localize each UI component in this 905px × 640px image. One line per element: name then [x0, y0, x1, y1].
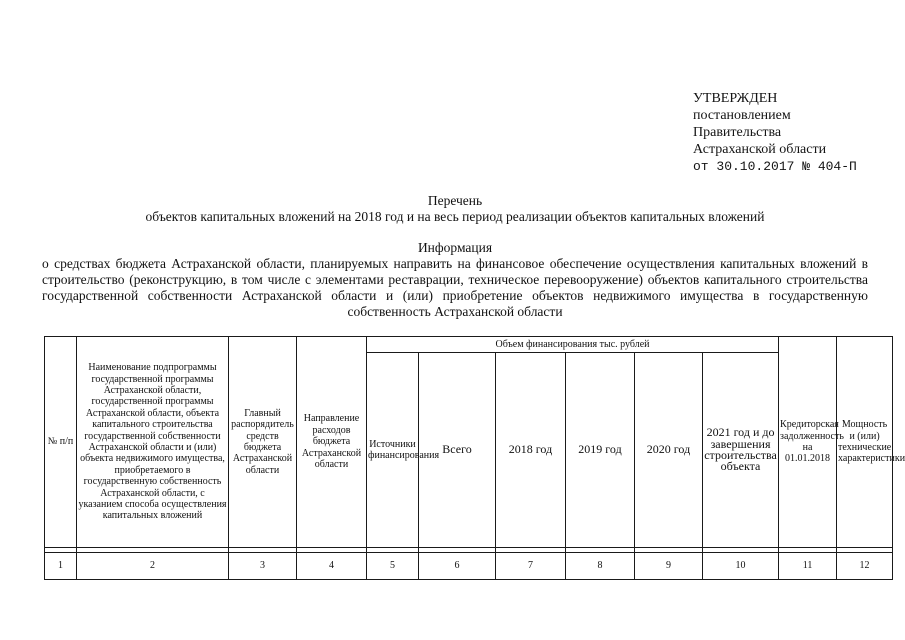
info-section: [40, 240, 870, 320]
header-col-9: 2020 год: [635, 353, 703, 548]
header-col-7: 2018 год: [496, 353, 566, 548]
column-number-cell: 10: [703, 553, 779, 580]
info-body: о средствах бюджета Астраханской области, планируемых направить на финансовое обеспечение осуществления капитальных вложений в строительство (реконструкцию, в том числе с элементами реставрации, техническое перевооружение) объектов капитального строительства государственной собственности Астраханской области и (или) приобретение объектов недвижимого имущества в государственную собственность Астраханской области: [42, 256, 868, 319]
column-number-cell: 4: [297, 553, 367, 580]
approval-line-4: Астраханской области: [693, 142, 827, 157]
approval-title: УТВЕРЖДЕН: [693, 91, 778, 106]
header-col-11: Кредиторская задолженность на 01.01.2018: [779, 337, 837, 548]
title-heading: Перечень: [427, 193, 483, 208]
header-col-2: Наименование подпрограммы государственной программы Астраханской области, государственной программы Астраханской области, объекта капитального строительства государственной собственности Астраханской области и (или) объекта недвижимого имущества, приобретаемого в государственную собственность Астраханской области, с указанием способа осуществления капитальных вложений: [77, 337, 229, 548]
approval-date-number: от 30.10.2017 № 404-П: [693, 159, 857, 174]
column-number-cell: 12: [837, 553, 893, 580]
header-financing-group: Объем финансирования тыс. рублей: [367, 337, 779, 353]
approval-line-2: постановлением: [693, 108, 791, 123]
column-number-cell: 2: [77, 553, 229, 580]
column-number-cell: 3: [229, 553, 297, 580]
info-heading: Информация: [417, 240, 493, 255]
header-col-12: Мощность и (или) технические характеристики: [837, 337, 893, 548]
column-number-cell: 7: [496, 553, 566, 580]
header-col-6: Всего: [419, 353, 496, 548]
capital-investments-table: [44, 336, 905, 580]
header-row-main: [45, 337, 893, 353]
title-subheading: объектов капитальных вложений на 2018 год и на весь период реализации объектов капитальных вложений: [145, 209, 765, 224]
header-col-5: Источники финансирования: [367, 353, 419, 548]
document-title: [40, 193, 870, 225]
header-col-1: № п/п: [45, 337, 77, 548]
header-col-4: Направление расходов бюджета Астраханской области: [297, 337, 367, 548]
header-col-8: 2019 год: [566, 353, 635, 548]
approval-line-3: Правительства: [693, 125, 782, 140]
column-number-cell: 11: [779, 553, 837, 580]
column-number-cell: 9: [635, 553, 703, 580]
approval-block: [693, 90, 857, 175]
header-col-10: 2021 год и до завершения строительства объекта: [703, 353, 779, 548]
column-number-cell: 6: [419, 553, 496, 580]
column-number-cell: 1: [45, 553, 77, 580]
column-number-cell: 5: [367, 553, 419, 580]
header-col-3: Главный распорядитель средств бюджета Астраханской области: [229, 337, 297, 548]
column-number-cell: 8: [566, 553, 635, 580]
column-number-row: [45, 553, 893, 580]
